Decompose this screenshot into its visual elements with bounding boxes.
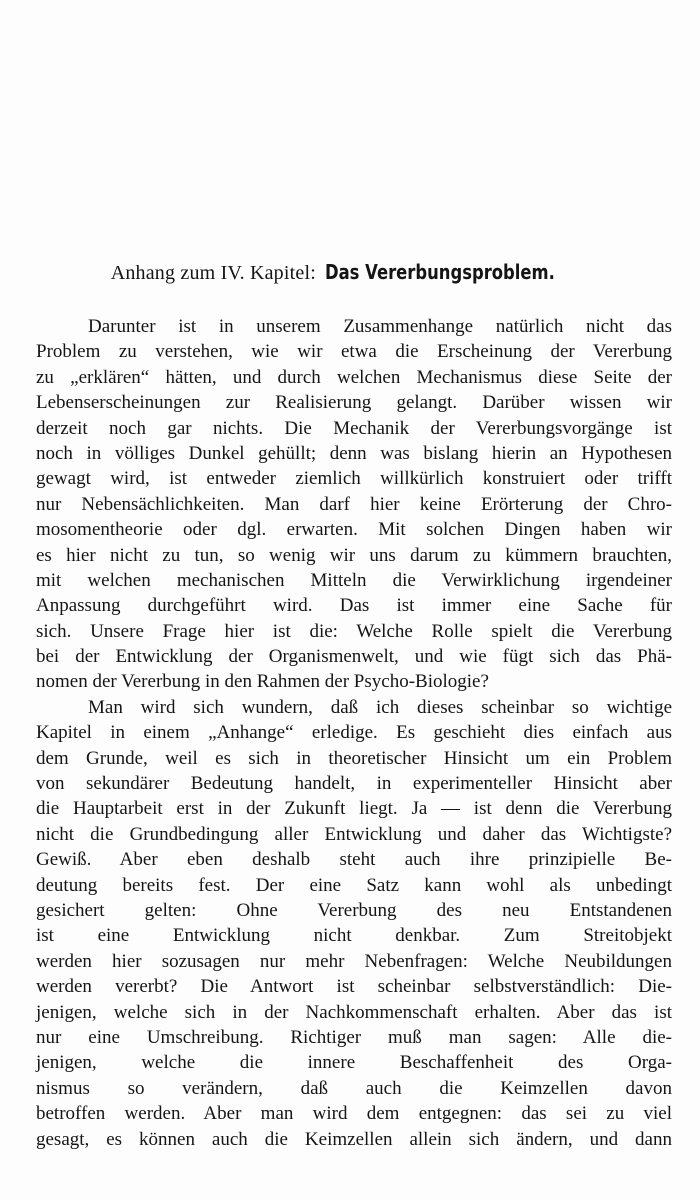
text-line: werden hier sozusagen nur mehr Nebenfragen: Welche Neubildungen <box>36 950 672 972</box>
text-line: nur Nebensächlichkeiten. Man darf hier keine Erörterung der Chro- <box>36 493 672 515</box>
text-line: mosomentheorie oder dgl. erwarten. Mit solchen Dingen haben wir <box>36 519 672 541</box>
text-line: es hier nicht zu tun, so wenig wir uns darum zu kümmern brauchten, <box>36 544 672 566</box>
body-text <box>36 314 672 1152</box>
text-line: Gewiß. Aber eben deshalb steht auch ihre prinzipielle Be- <box>36 849 672 871</box>
text-line: bei der Entwicklung der Organismenwelt, und wie fügt sich das Phä- <box>36 646 672 668</box>
text-line: noch in völliges Dunkel gehüllt; denn was bislang hierin an Hypothesen <box>36 442 672 464</box>
text-line: werden vererbt? Die Antwort ist scheinbar selbstverständlich: Die- <box>36 976 672 998</box>
text-line: nur eine Umschreibung. Richtiger muß man sagen: Alle die- <box>36 1026 672 1048</box>
text-line: deutung bereits fest. Der eine Satz kann wohl als unbedingt <box>36 874 672 896</box>
text-line: von sekundärer Bedeutung handelt, in experimenteller Hinsicht aber <box>36 773 672 795</box>
text-line: gewagt wird, ist entweder ziemlich willkürlich konstruiert oder trifft <box>36 468 672 490</box>
text-line: zu „erklären“ hätten, und durch welchen Mechanismus diese Seite der <box>36 366 672 388</box>
text-line: ist eine Entwicklung nicht denkbar. Zum Streitobjekt <box>36 925 672 947</box>
text-line: Kapitel in einem „Anhange“ erledige. Es geschieht dies einfach aus <box>36 722 672 744</box>
text-line: jenigen, welche sich in der Nachkommenschaft erhalten. Aber das ist <box>36 1001 672 1023</box>
chapter-heading <box>36 260 680 285</box>
text-line: gesichert gelten: Ohne Vererbung des neu Entstandenen <box>36 899 672 921</box>
text-line: Problem zu verstehen, wie wir etwa die Erscheinung der Vererbung <box>36 341 672 363</box>
text-line: Anpassung durchgeführt wird. Das ist immer eine Sache für <box>36 595 672 617</box>
text-line: nomen der Vererbung in den Rahmen der Psycho-Biologie? <box>36 671 489 693</box>
text-line: derzeit noch gar nichts. Die Mechanik der Vererbungsvorgänge ist <box>36 417 672 439</box>
text-line: nismus so verändern, daß auch die Keimzellen davon <box>36 1077 672 1099</box>
text-line: mit welchen mechanischen Mitteln die Verwirklichung irgendeiner <box>36 569 672 591</box>
chapter-heading-title: Das Vererbungsproblem. <box>325 260 555 284</box>
text-line: jenigen, welche die innere Beschaffenheit des Orga- <box>36 1052 672 1074</box>
chapter-heading-prefix: Anhang zum IV. Kapitel: <box>110 262 316 284</box>
text-line: dem Grunde, weil es sich in theoretischer Hinsicht um ein Problem <box>36 747 672 769</box>
text-line: betroffen werden. Aber man wird dem entgegnen: das sei zu viel <box>36 1103 672 1125</box>
text-line: Lebenserscheinungen zur Realisierung gelangt. Darüber wissen wir <box>36 392 672 414</box>
text-line: sich. Unsere Frage hier ist die: Welche Rolle spielt die Vererbung <box>36 620 672 642</box>
text-line: nicht die Grundbedingung aller Entwicklung und daher das Wichtigste? <box>36 823 672 845</box>
text-line: Darunter ist in unserem Zusammenhange natürlich nicht das <box>88 316 672 337</box>
text-line: Man wird sich wundern, daß ich dieses scheinbar so wichtige <box>88 696 672 718</box>
text-line: gesagt, es können auch die Keimzellen allein sich ändern, und dann <box>36 1128 672 1150</box>
text-line: die Hauptarbeit erst in der Zukunft liegt. Ja — ist denn die Vererbung <box>36 798 672 820</box>
